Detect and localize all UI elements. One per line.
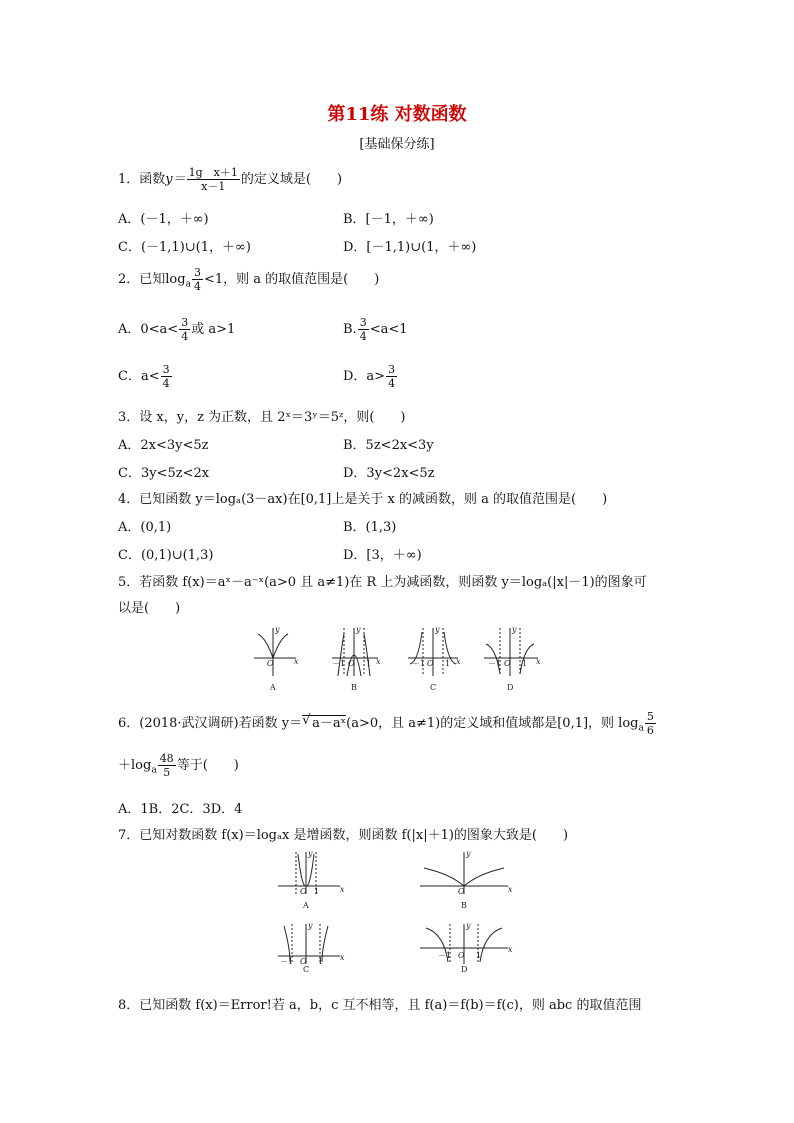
- svg-text:－1: －1: [332, 659, 346, 668]
- question-5-stem-line2: 以是( ): [118, 601, 181, 616]
- svg-text:1: 1: [522, 659, 528, 668]
- question-4-stem: 4．已知函数 y＝logₐ(3－ax)在[0,1]上是关于 x 的减函数，则 a 的取值范围是( ): [118, 492, 608, 507]
- svg-text:O: O: [300, 887, 307, 896]
- q1-option-a[interactable]: A．(－1，＋∞): [118, 212, 209, 227]
- svg-text:A: A: [303, 901, 309, 910]
- svg-text:x: x: [536, 657, 541, 666]
- svg-text:O: O: [458, 887, 465, 896]
- question-1-stem: 1．函数y＝ $\frac{\text{1g x＋1}}{x-1}$ 的定义域是( ): [118, 166, 343, 193]
- q1-fraction: $\frac{\text{1g x＋1}}{x-1}$: [188, 166, 238, 193]
- svg-text:－1: －1: [280, 957, 294, 966]
- q3-option-d[interactable]: D．3y<2x<5z: [343, 466, 435, 481]
- svg-text:y: y: [308, 849, 313, 858]
- q1-option-b[interactable]: B．[－1，＋∞): [343, 212, 434, 227]
- page-title: 第11练 对数函数: [327, 104, 467, 125]
- svg-text:y: y: [435, 625, 440, 634]
- q4-option-b[interactable]: B．(1,3): [343, 520, 397, 535]
- svg-text:－1: －1: [412, 659, 426, 668]
- q2-option-a[interactable]: A．0<a< $\frac{3}{4}$ 或 a>1: [118, 316, 236, 343]
- question-5-stem-line1: 5．若函数 f(x)＝aˣ－a⁻ˣ(a>0 且 a≠1)在 R 上为减函数，则函数 y＝logₐ(|x|－1)的图象可: [118, 575, 647, 590]
- q4-option-a[interactable]: A．(0,1): [118, 520, 172, 535]
- svg-text:－1: －1: [488, 659, 502, 668]
- svg-text:y: y: [308, 921, 313, 930]
- svg-text:y: y: [466, 921, 471, 930]
- svg-text:C: C: [303, 965, 310, 972]
- svg-text:y: y: [466, 849, 471, 858]
- question-6-stem-line1: 6．(2018·武汉调研)若函数 y＝ √ a－aˣ(a>0，且 a≠1)的定义域和值域都是[0,1]，则 $\log_a$ $\frac{5}{6}$: [118, 710, 654, 737]
- q2-option-c[interactable]: C．a< $\frac{3}{4}$: [118, 363, 170, 390]
- question-2-stem: 2．已知$\log_a$ $\frac{3}{4}$ <1，则 a 的取值范围是( ): [118, 266, 380, 293]
- q5-graph-b[interactable]: [332, 628, 378, 676]
- svg-text:1: 1: [366, 659, 372, 668]
- svg-text:x: x: [340, 953, 345, 962]
- svg-text:x: x: [340, 885, 345, 894]
- q1-option-d[interactable]: D．[－1,1)∪(1，＋∞): [343, 240, 477, 255]
- svg-text:y: y: [275, 625, 280, 634]
- q3-option-a[interactable]: A．2x<3y<5z: [118, 438, 209, 453]
- svg-text:B: B: [351, 683, 357, 692]
- svg-text:1: 1: [445, 659, 451, 668]
- svg-text:O: O: [504, 659, 511, 668]
- q3-option-b[interactable]: B．5z<2x<3y: [343, 438, 434, 453]
- svg-text:－1: －1: [438, 951, 452, 960]
- q6-options[interactable]: A．1B．2C．3D．4: [118, 802, 243, 817]
- svg-text:y: y: [512, 625, 517, 634]
- svg-text:x: x: [508, 885, 513, 894]
- svg-text:1: 1: [314, 887, 320, 896]
- q7-graph-options: [270, 848, 520, 972]
- svg-text:O: O: [348, 659, 355, 668]
- question-8-stem: 8．已知函数 f(x)＝Error!若 a，b，c 互不相等，且 f(a)＝f(b)＝f(c)，则 abc 的取值范围: [118, 998, 642, 1013]
- q5-graph-c[interactable]: [408, 628, 458, 676]
- q7-graph-a[interactable]: [278, 852, 340, 894]
- q5-graph-a[interactable]: [254, 628, 296, 676]
- svg-text:1: 1: [318, 957, 324, 966]
- section-label: [基础保分练]: [359, 137, 435, 152]
- svg-text:O: O: [427, 659, 434, 668]
- q2-option-b[interactable]: B. $\frac{3}{4}$ <a<1: [343, 316, 408, 343]
- svg-text:D: D: [507, 683, 514, 692]
- svg-text:1: 1: [476, 951, 482, 960]
- svg-text:D: D: [461, 965, 468, 972]
- svg-text:C: C: [430, 683, 437, 692]
- q2-option-d[interactable]: D．a> $\frac{3}{4}$: [343, 363, 396, 390]
- svg-text:x: x: [508, 945, 513, 954]
- svg-text:x: x: [294, 657, 299, 666]
- svg-text:y: y: [356, 625, 361, 634]
- q3-option-c[interactable]: C．3y<5z<2x: [118, 466, 210, 481]
- q5-graph-options: [248, 624, 548, 694]
- question-6-stem-line2: $+\log_a$ $\frac{48}{5}$ 等于( ): [118, 752, 239, 779]
- sqrt-expression: √ a－aˣ: [302, 713, 347, 731]
- svg-text:x: x: [376, 657, 381, 666]
- svg-text:x: x: [456, 657, 461, 666]
- question-7-stem: 7．已知对数函数 f(x)＝logₐx 是增函数，则函数 f(|x|＋1)的图象大致是( ): [118, 828, 569, 843]
- question-3-stem: 3．设 x，y，z 为正数，且 2ˣ＝3ʸ＝5ᶻ，则( ): [118, 410, 406, 425]
- q1-option-c[interactable]: C．(－1,1)∪(1，＋∞): [118, 240, 251, 255]
- svg-text:O: O: [300, 957, 307, 966]
- q5-graph-d[interactable]: [484, 628, 538, 676]
- svg-text:O: O: [458, 951, 465, 960]
- svg-text:A: A: [270, 683, 276, 692]
- svg-text:O: O: [267, 659, 274, 668]
- q4-option-c[interactable]: C．(0,1)∪(1,3): [118, 548, 214, 563]
- svg-text:B: B: [461, 901, 467, 910]
- q4-option-d[interactable]: D．[3，＋∞): [343, 548, 422, 563]
